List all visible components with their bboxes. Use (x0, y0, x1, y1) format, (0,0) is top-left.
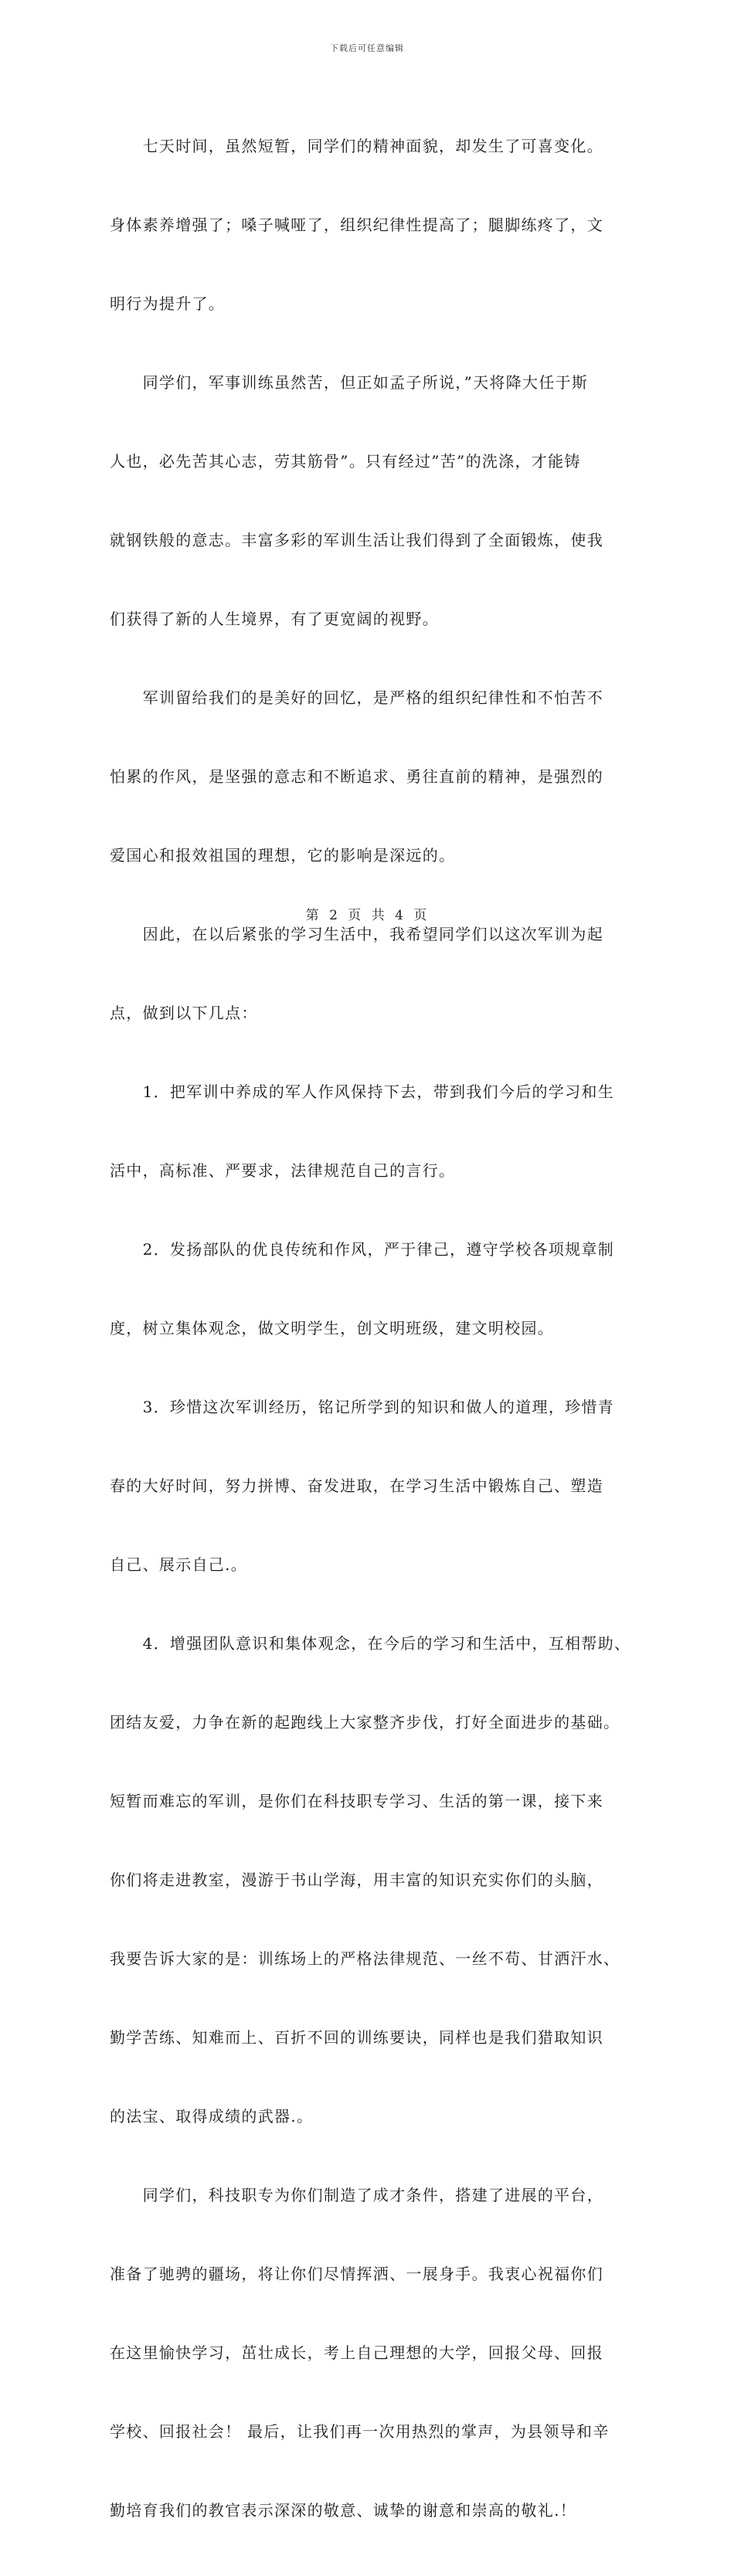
text-line: 2．发扬部队的优良传统和作风，严于律己，遵守学校各项规章制 (110, 1240, 615, 1259)
text-line: 军训留给我们的是美好的回忆，是严格的组织纪律性和不怕苦不 (110, 688, 603, 707)
body-text (110, 80, 631, 2576)
text-line: 自己、展示自己.。 (110, 1555, 248, 1574)
text-line: 度，树立集体观念，做文明学生，创文明班级，建文明校园。 (110, 1319, 555, 1337)
text-line: 3．珍惜这次军训经历，铭记所学到的知识和做人的道理，珍惜青 (110, 1398, 615, 1416)
page-header: 下载后可任意编辑 (330, 43, 404, 53)
text-line: 同学们，军事训练虽然苦，但正如孟子所说，”天将降大任于斯 (110, 373, 589, 392)
text-line: 活中，高标准、严要求，法律规范自己的言行。 (110, 1161, 456, 1180)
text-line: 勤培育我们的教官表示深深的敬意、诚挚的谢意和崇高的敬礼.！ (110, 2501, 577, 2520)
text-line: 爱国心和报效祖国的理想，它的影响是深远的。 (110, 846, 456, 865)
text-line: 短暂而难忘的军训，是你们在科技职专学习、生活的第一课，接下来 (110, 1792, 603, 1810)
page-footer: 第 2 页 共 4 页 (305, 908, 429, 923)
text-line: 身体素养增强了；嗓子喊哑了，组织纪律性提高了；腿脚练疼了，文 (110, 216, 603, 234)
text-line: 的法宝、取得成绩的武器.。 (110, 2107, 314, 2126)
document-body (110, 80, 631, 2576)
text-line: 七天时间，虽然短暂，同学们的精神面貌，却发生了可喜变化。 (110, 137, 603, 155)
text-line: 准备了驰骋的疆场，将让你们尽情挥洒、一展身手。我衷心祝福你们 (110, 2265, 603, 2283)
text-line: 点，做到以下几点： (110, 1004, 258, 1022)
text-line: 学校、回报社会！ 最后，让我们再一次用热烈的掌声，为县领导和辛 (110, 2422, 610, 2441)
text-line: 1．把军训中养成的军人作风保持下去，带到我们今后的学习和生 (110, 1082, 615, 1101)
text-line: 勤学苦练、知难而上、百折不回的训练要诀，同样也是我们猎取知识 (110, 2028, 603, 2047)
text-line: 春的大好时间，努力拼博、奋发进取，在学习生活中锻炼自己、塑造 (110, 1477, 603, 1495)
text-line: 怕累的作风，是坚强的意志和不断追求、勇往直前的精神，是强烈的 (110, 767, 603, 786)
text-line: 我要告诉大家的是：训练场上的严格法律规范、一丝不苟、甘洒汗水、 (110, 1949, 620, 1968)
text-line: 们获得了新的人生境界，有了更宽阔的视野。 (110, 610, 439, 628)
text-line: 在这里愉快学习，茁壮成长，考上自己理想的大学，回报父母、回报 (110, 2343, 603, 2362)
text-line: 明行为提升了。 (110, 294, 226, 313)
text-line: 同学们，科技职专为你们制造了成才条件，搭建了进展的平台， (110, 2186, 603, 2204)
text-line: 就钢铁般的意志。丰富多彩的军训生活让我们得到了全面锻炼，使我 (110, 531, 603, 549)
text-line: 因此，在以后紧张的学习生活中，我希望同学们以这次军训为起 (110, 925, 603, 943)
text-line: 团结友爱，力争在新的起跑线上大家整齐步伐，打好全面进步的基础。 (110, 1713, 620, 1731)
text-line: 4．增强团队意识和集体观念，在今后的学习和生活中，互相帮助、 (110, 1634, 631, 1653)
text-line: 你们将走进教室，漫游于书山学海，用丰富的知识充实你们的头脑， (110, 1871, 603, 1889)
text-line: 人也，必先苦其心志，劳其筋骨”。只有经过”苦”的洗涤，才能铸 (110, 452, 581, 471)
